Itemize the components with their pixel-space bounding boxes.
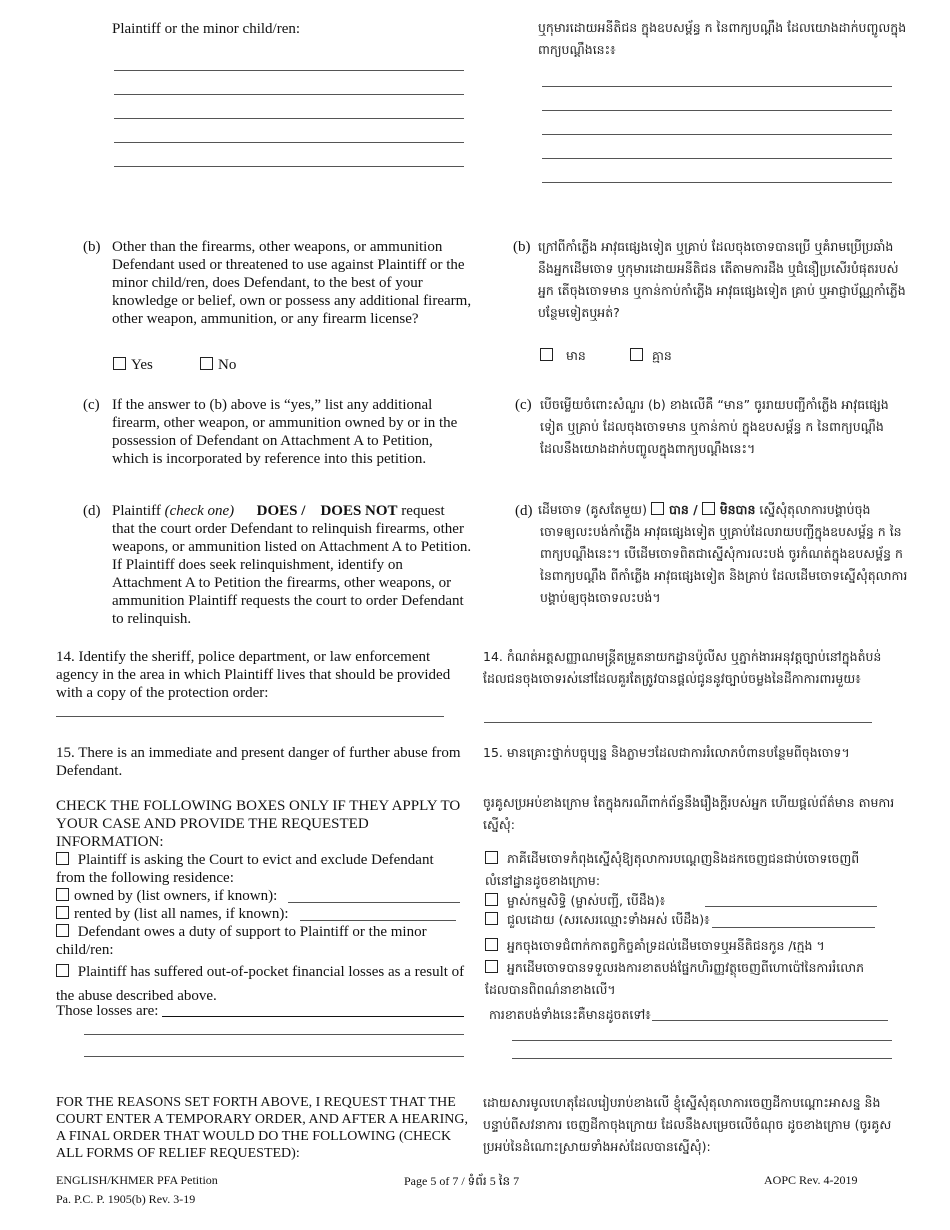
item-d-lead-km <box>538 499 908 521</box>
item-d-request: request <box>401 503 445 519</box>
rented-checkbox[interactable] <box>56 906 69 919</box>
support-option-km[interactable] <box>485 935 825 957</box>
fill-line-km[interactable] <box>542 182 892 183</box>
reasons-text: FOR THE REASONS SET FORTH ABOVE, I REQUEST THAT THE COURT ENTER A TEMPORARY ORDER, AND AFTER A HEARING, A FINAL ORDER THAT WOULD DO THE FOLLOWING (CHECK ALL FORMS OF RELIEF REQUESTED): <box>56 1095 468 1161</box>
fill-line[interactable] <box>114 70 464 71</box>
item-d-text-km: ចោទឲ្យលះបង់កាំភ្លើង អាវុធផ្សេងទៀត ឬគ្រាប់ដែលរាយបញ្ជីក្នុងឧបសម្ព័ន្ធ ក នៃពាក្យបណ្តឹងនេះ។ បើដើមចោទពិតជាស្នើសុំការលះបង់ ចូរកំណត់ក្នុងឧបសម្ព័ន្ធ ក នៃពាក្យបណ្តឹង ពីកាំភ្លើង អាវុធផ្សេងទៀត និងគ្រាប់ ដែលដើមចោទស្នើសុំតុលាការបង្គាប់ឲ្យចុងចោទលះបង់។ <box>540 524 908 605</box>
footer-rule: Pa. P.C. P. 1905(b) Rev. 3-19 <box>56 1192 196 1206</box>
fill-line[interactable] <box>114 142 464 143</box>
item-d-text1-km: ស្នើសុំតុលាការបង្គាប់ចុង <box>759 502 871 517</box>
rented-option-km[interactable] <box>485 909 710 931</box>
item-b-yes-option[interactable] <box>113 356 153 374</box>
losses-fill-line-km[interactable] <box>512 1040 892 1041</box>
agency-fill-line-km[interactable] <box>484 722 872 723</box>
item-c-letter-km: (c) <box>515 397 532 413</box>
those-losses-label-km: ការខាតបង់ទាំងនេះគឺមានដូចតទៅ៖ <box>489 1007 651 1022</box>
yes-checkbox[interactable] <box>113 357 126 370</box>
item-c-letter: (c) <box>83 397 100 413</box>
support-checkbox-km[interactable] <box>485 938 498 951</box>
item-15-text: 15. There is an immediate and present danger of further abuse from Defendant. <box>56 745 461 779</box>
check-section-heading-km: ចូរគូសប្រអប់ខាងក្រោម តែក្នុងករណីពាក់ព័ន្ធនឹងរឿងក្តីរបស់អ្នក ហើយផ្តល់ព័ត៌មាន តាមការស្នើសុំ: <box>483 795 895 832</box>
owned-label-km: ម្ចាស់កម្មសិទ្ធិ (ម្ចាស់បញ្ជី, បើដឹង)៖ <box>506 893 666 908</box>
item-14-text-km: 14. កំណត់អត្តសញ្ញាណមន្ត្រីតម្រួតនាយកដ្ឋានប៉ូលីស ឬភ្នាក់ងារអនុវត្តច្បាប់នៅក្នុងតំបន់ដែលជនចុងចោទរស់នៅដែលគួរតែត្រូវបានផ្តល់ជូននូវច្បាប់ចម្លងនៃដីកាការពារមួយ៖ <box>483 649 882 686</box>
item-15-text-km: 15. មានគ្រោះថ្នាក់បច្ចុប្បន្ន និងភ្លាមៗដែលជាការរំលោភបំពានបន្ថែមពីចុងចោទ។ <box>483 745 850 760</box>
evict-checkbox-km[interactable] <box>485 851 498 864</box>
item-b-letter: (b) <box>83 239 101 255</box>
fill-line-km[interactable] <box>542 158 892 159</box>
item-d-does-not-km: មិនបាន <box>719 502 756 517</box>
losses-label: Plaintiff has suffered out-of-pocket financial losses as a result of the abuse described above. <box>56 964 465 1004</box>
rented-label: rented by (list all names, if known): <box>74 906 289 922</box>
losses-checkbox[interactable] <box>56 964 69 977</box>
those-losses-label: Those losses are: <box>56 1003 159 1019</box>
footer-page-number: Page 5 of 7 / ទំព័រ 5 នៃ 7 <box>404 1174 520 1188</box>
owned-fill-line-km[interactable] <box>705 906 877 907</box>
fill-line[interactable] <box>114 94 464 95</box>
item-d-does-km: បាន / <box>668 502 698 517</box>
losses-fill-line[interactable] <box>84 1034 464 1035</box>
item-c-text-km: បើចម្លើយចំពោះសំណួរ (b) ខាងលើគឺ “មាន” ចូររាយបញ្ជីកាំភ្លើង អាវុធផ្សេងទៀត ឬគ្រាប់ ដែលចុងចោទមាន ឬកាន់កាប់ ក្នុងឧបសម្ព័ន្ធ ក នៃពាក្យបណ្តឹង ដែលនឹងយោងដាក់បញ្ចូលក្នុងពាក្យបណ្តឹងនេះ។ <box>540 397 889 456</box>
fill-line[interactable] <box>114 118 464 119</box>
owned-option[interactable] <box>56 887 277 905</box>
does-not-checkbox-km[interactable] <box>702 502 715 515</box>
no-checkbox[interactable] <box>200 357 213 370</box>
yes-label-km: មាន <box>565 348 586 363</box>
losses-label-km: អ្នកដើមចោទបានទទួលរងការខាតបង់ផ្នែកហិរញ្ញវត្ថុចេញពីហោប៉ៅនៃការរំលោភដែលបានពិពណ៌នាខាងលើ។ <box>485 960 865 997</box>
rented-fill-line[interactable] <box>300 920 456 921</box>
item-b-letter-km: (b) <box>513 239 531 255</box>
plaintiff-minor-label-km: ឬកុមារដោយអនីតិជន ក្នុងឧបសម្ព័ន្ធ ក នៃពាក្យបណ្តឹង ដែលយោងដាក់បញ្ចូលក្នុងពាក្យបណ្តឹងនេះ៖ <box>538 20 907 57</box>
item-d-lead-text-km: ដើមចោទ (គូសតែមួយ) <box>538 502 647 517</box>
item-d-check-one: (check one) <box>164 503 235 519</box>
support-checkbox[interactable] <box>56 924 69 937</box>
support-label-km: អ្នកចុងចោទជំពាក់កាតព្វកិច្ចគាំទ្រដល់ដើមចោទឬអនីតិជនកូន /ក្មេង ។ <box>506 938 825 953</box>
evict-label: Plaintiff is asking the Court to evict and exclude Defendant from the following residence: <box>56 852 434 886</box>
owned-checkbox[interactable] <box>56 888 69 901</box>
losses-option[interactable] <box>56 960 471 1008</box>
no-label: No <box>218 357 237 373</box>
losses-option-km[interactable] <box>485 957 880 1001</box>
item-d-letter: (d) <box>83 503 101 519</box>
item-d-does-not-option[interactable]: DOES NOT <box>320 503 398 519</box>
fill-line[interactable] <box>114 166 464 167</box>
losses-fill-line-km[interactable] <box>652 1020 888 1021</box>
losses-fill-line[interactable] <box>84 1056 464 1057</box>
evict-checkbox[interactable] <box>56 852 69 865</box>
item-14-text: 14. Identify the sheriff, police department, or law enforcement agency in the area in which Plaintiff lives that should be provided with a copy of the protection order: <box>56 649 451 701</box>
reasons-text-km: ដោយសារមូលហេតុដែលរៀបរាប់ខាងលើ ខ្ញុំស្នើសុំតុលាការចេញដីកាបណ្តោះអាសន្ន និងបន្ទាប់ពីសវនាការ ចេញដីកាចុងក្រោយ ដែលនឹងសម្រេចលើចំណុច ដូចខាងក្រោម (ចូរគូសប្រអប់នៃដំណោះស្រាយទាំងអស់ដែលបានស្នើសុំ): <box>483 1095 892 1154</box>
yes-label: Yes <box>131 357 153 373</box>
item-b-yes-option-km[interactable] <box>540 345 586 367</box>
item-d-plaintiff: Plaintiff <box>112 503 161 519</box>
item-d-lead <box>112 502 472 520</box>
does-checkbox-km[interactable] <box>651 502 664 515</box>
support-label: Defendant owes a duty of support to Plaintiff or the minor child/ren: <box>56 924 427 958</box>
item-d-does-option[interactable]: DOES / <box>256 503 306 519</box>
item-b-text: Other than the firearms, other weapons, or ammunition Defendant used or threatened to use against Plaintiff or the minor child/ren, does Defendant, to the best of your knowledge or belief, own or possess any additional firearm, other weapon, ammunition, or any firearm license? <box>112 239 472 327</box>
owned-label: owned by (list owners, if known): <box>74 888 278 904</box>
owned-checkbox-km[interactable] <box>485 893 498 906</box>
fill-line-km[interactable] <box>542 86 892 87</box>
item-b-no-option[interactable] <box>200 356 236 374</box>
losses-fill-line[interactable] <box>162 1016 464 1017</box>
support-option[interactable] <box>56 923 456 959</box>
plaintiff-minor-label: Plaintiff or the minor child/ren: <box>112 21 301 37</box>
evict-option[interactable] <box>56 851 466 887</box>
footer-form-name: ENGLISH/KHMER PFA Petition <box>56 1173 218 1187</box>
no-checkbox-km[interactable] <box>630 348 643 361</box>
evict-label-km: ភាគីដើមចោទកំពុងស្នើសុំឱ្យតុលាការបណ្តេញនិងដកចេញជនជាប់ចោទចេញពីលំនៅដ្ឋានដូចខាងក្រោម: <box>485 851 860 888</box>
fill-line-km[interactable] <box>542 134 892 135</box>
check-section-heading: CHECK THE FOLLOWING BOXES ONLY IF THEY APPLY TO YOUR CASE AND PROVIDE THE REQUESTED INFORMATION: <box>56 798 461 850</box>
item-b-no-option-km[interactable] <box>630 345 672 367</box>
rented-checkbox-km[interactable] <box>485 912 498 925</box>
owned-fill-line[interactable] <box>288 902 460 903</box>
losses-fill-line-km[interactable] <box>512 1058 892 1059</box>
rented-label-km: ជួលដោយ (សរសេរឈ្មោះទាំងអស់ បើដឹង)៖ <box>506 912 710 927</box>
rented-option[interactable] <box>56 905 289 923</box>
agency-fill-line[interactable] <box>56 716 444 717</box>
evict-option-km[interactable] <box>485 848 885 892</box>
footer-revision: AOPC Rev. 4-2019 <box>764 1173 858 1187</box>
fill-line-km[interactable] <box>542 110 892 111</box>
rented-fill-line-km[interactable] <box>712 927 875 928</box>
item-d-text: that the court order Defendant to relinquish firearms, other weapons, or ammunition listed on Attachment A to Petition. If Plaintiff does seek relinquishment, identify on Attachment A to Petition the firearms, other weapons, or ammunition Plaintiff requests the court to order Defendant to relinquish. <box>112 521 472 627</box>
losses-checkbox-km[interactable] <box>485 960 498 973</box>
no-label-km: គ្មាន <box>651 348 672 363</box>
item-b-text-km: ក្រៅពីកាំភ្លើង អាវុធផ្សេងទៀត ឬគ្រាប់ ដែលចុងចោទបានប្រើ ឬគំរាមប្រើប្រឆាំងនឹងអ្នកដើមចោទ ឬកុមារដោយអនីតិជន តើតាមការដឹង ឬជំនឿប្រសើរបំផុតរបស់អ្នក តើចុងចោទមាន ឬកាន់កាប់កាំភ្លើង អាវុធផ្សេងទៀត គ្រាប់ ឬអាជ្ញាប័ណ្ណកាំភ្លើងបន្ថែមទៀតឬអត់? <box>538 239 906 320</box>
yes-checkbox-km[interactable] <box>540 348 553 361</box>
item-d-letter-km: (d) <box>515 503 533 519</box>
item-c-text: If the answer to (b) above is “yes,” list any additional firearm, other weapon, or ammunition owned by or in the possession of Defendant on Attachment A to Petition, which is incorporated by reference into this petition. <box>112 397 458 467</box>
